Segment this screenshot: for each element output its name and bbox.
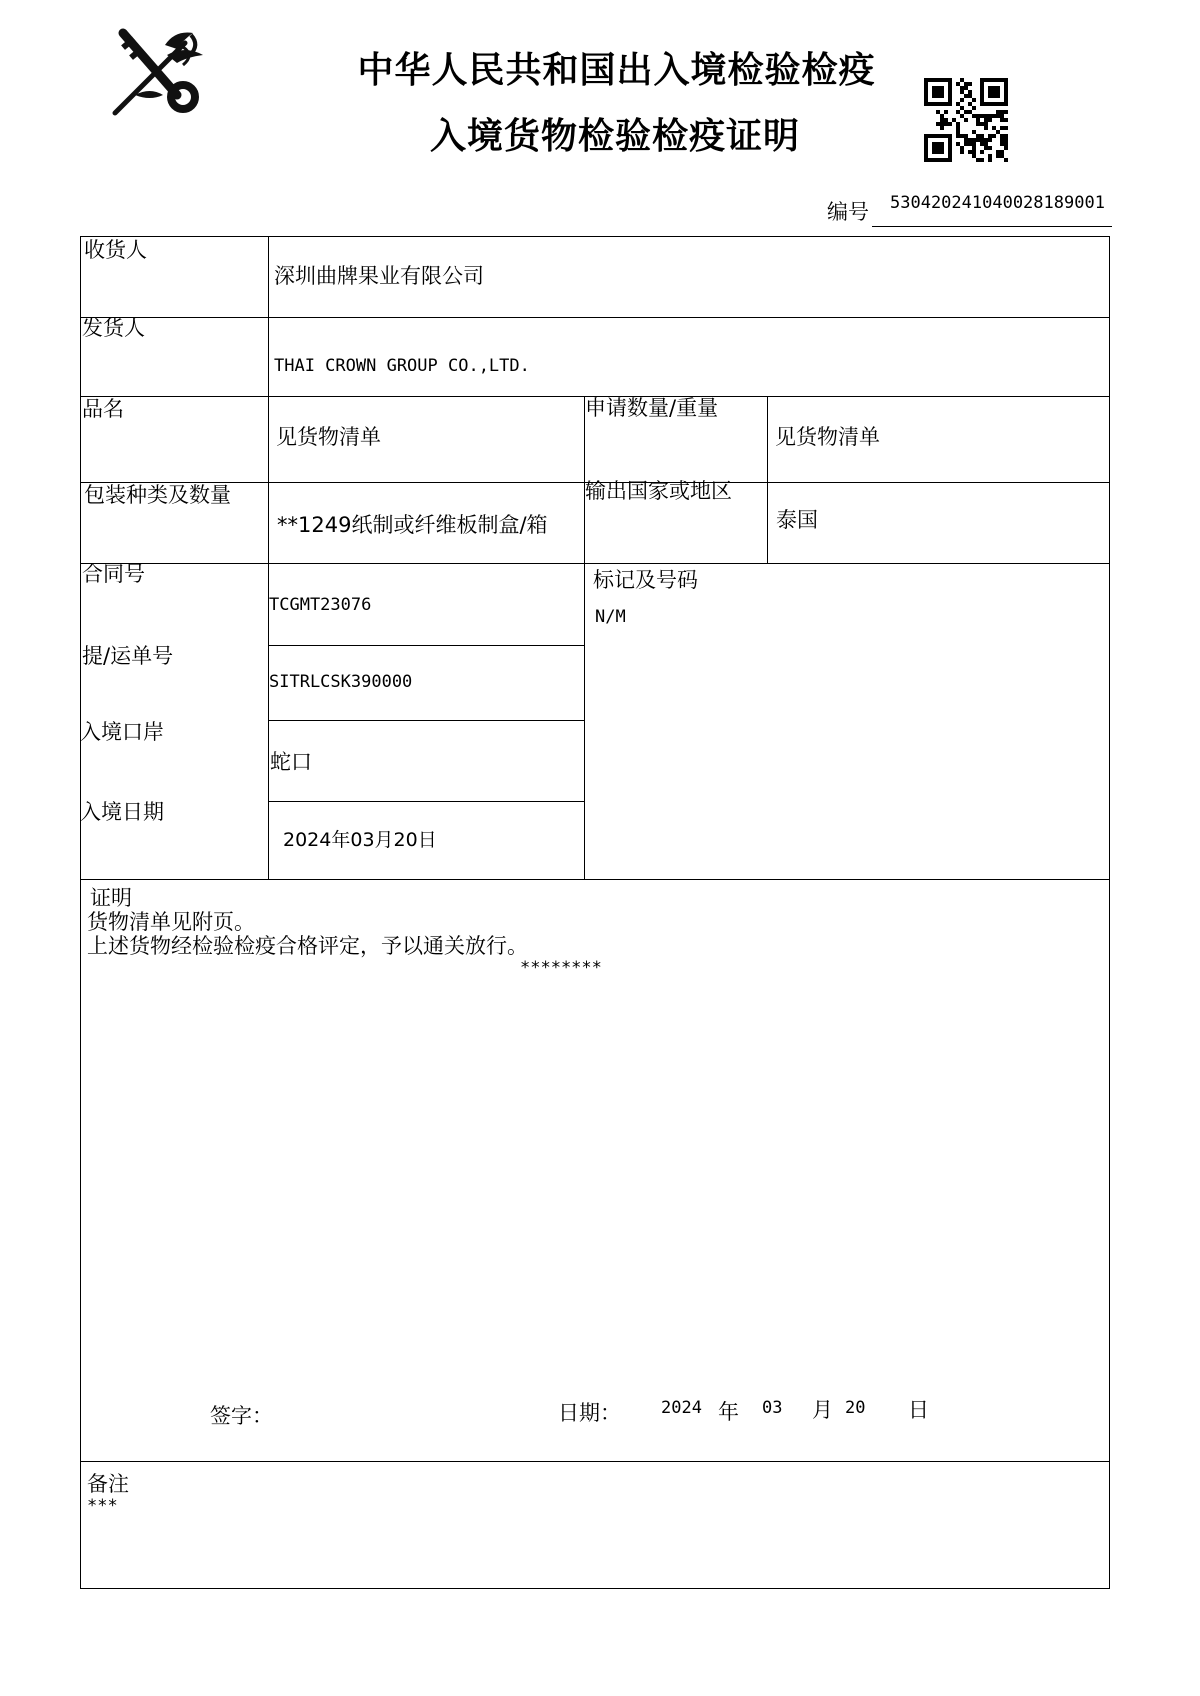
packaging-value: **1249纸制或纤维板制盒/箱 [277, 513, 548, 537]
qr-code [924, 78, 1008, 162]
product-name-label: 品名 [82, 397, 124, 421]
bill-of-lading-value: SITRLCSK390000 [269, 672, 413, 692]
remarks-label: 备注 [87, 1472, 129, 1496]
month-char: 月 [812, 1398, 833, 1422]
consignee-label: 收货人 [84, 238, 147, 262]
consignor-label: 发货人 [82, 316, 145, 340]
product-name-value: 见货物清单 [276, 425, 381, 449]
number-label: 编号 [827, 200, 869, 224]
day-char: 日 [908, 1398, 929, 1422]
certificate-stars: ******** [520, 958, 602, 978]
quantity-weight-label: 申请数量/重量 [585, 396, 719, 420]
bill-of-lading-label: 提/运单号 [82, 644, 174, 668]
contract-no-value: TCGMT23076 [269, 595, 372, 615]
year-char: 年 [718, 1400, 739, 1424]
date-month: 03 [762, 1398, 783, 1418]
contract-no-label: 合同号 [82, 562, 145, 586]
date-year: 2024 [661, 1398, 702, 1418]
date-day: 20 [845, 1398, 866, 1418]
entry-port-label: 入境口岸 [80, 720, 164, 744]
consignor-value: THAI CROWN GROUP CO.,LTD. [274, 356, 530, 376]
marks-label: 标记及号码 [593, 568, 698, 592]
certificate-line2: 上述货物经检验检疫合格评定，予以通关放行。 [87, 934, 528, 958]
entry-date-label: 入境日期 [80, 800, 164, 824]
certificate-number: 530420241040028189001 [890, 193, 1105, 213]
quantity-weight-value: 见货物清单 [775, 425, 880, 449]
marks-value: N/M [595, 607, 626, 627]
entry-date-value: 2024年03月20日 [283, 829, 437, 851]
number-underline [872, 226, 1112, 227]
consignee-value: 深圳曲牌果业有限公司 [274, 264, 484, 288]
entry-port-value: 蛇口 [270, 750, 312, 774]
signature-label: 签字： [210, 1404, 273, 1428]
packaging-label: 包装种类及数量 [84, 483, 231, 507]
remarks-value: *** [87, 1496, 118, 1516]
document-title-line1: 中华人民共和国出入境检验检疫 [357, 50, 876, 91]
document-title-line2: 入境货物检验检疫证明 [429, 116, 800, 157]
certificate-label: 证明 [90, 886, 132, 910]
origin-country-label: 输出国家或地区 [585, 479, 732, 503]
date-label: 日期： [558, 1401, 621, 1425]
origin-country-value: 泰国 [776, 508, 818, 532]
certificate-line1: 货物清单见附页。 [87, 910, 255, 934]
